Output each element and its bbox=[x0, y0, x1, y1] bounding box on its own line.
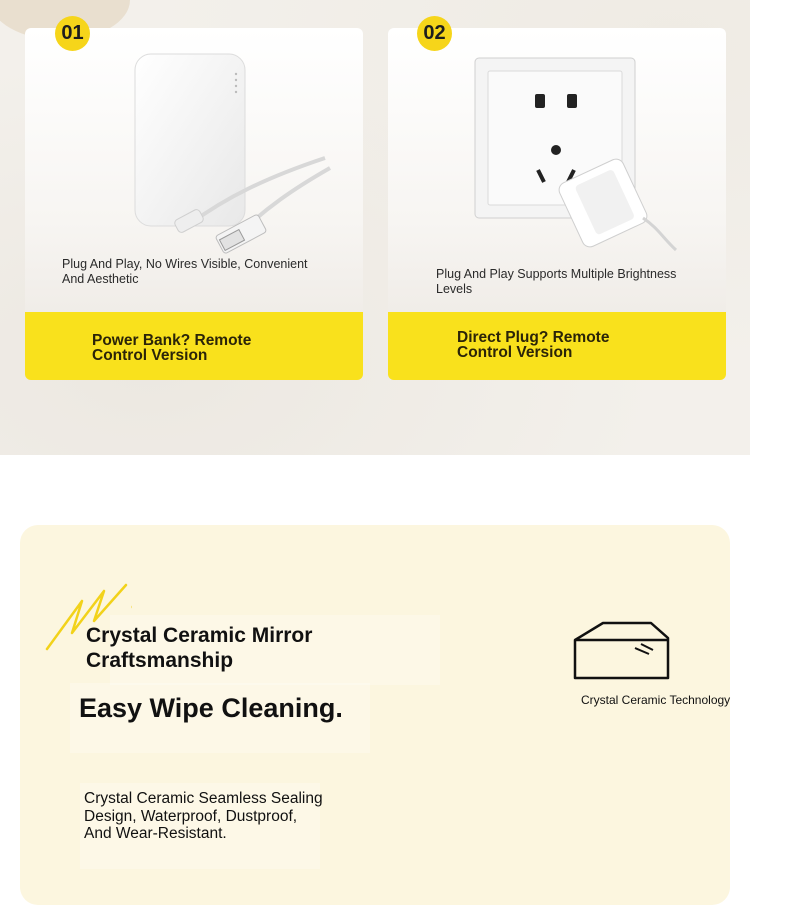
feature-subtitle: Easy Wipe Cleaning. bbox=[79, 693, 343, 723]
option-card-1[interactable] bbox=[25, 28, 363, 380]
option-footer bbox=[388, 312, 726, 380]
option-card-2[interactable] bbox=[388, 28, 726, 380]
power-bank-image bbox=[25, 28, 363, 268]
option-description: Plug And Play Supports Multiple Brightness Levels bbox=[436, 267, 677, 296]
option-footer bbox=[25, 312, 363, 380]
feature-title: Crystal Ceramic Mirror Craftsmanship bbox=[86, 624, 313, 672]
ceramic-panel-icon bbox=[573, 620, 671, 682]
option-description: Plug And Play, No Wires Visible, Convenient And Aesthetic bbox=[62, 257, 308, 286]
option-badge-1: 01 bbox=[55, 16, 90, 51]
feature-description: Crystal Ceramic Seamless Sealing Design, Waterproof, Dustproof, And Wear-Resistant. bbox=[84, 790, 323, 842]
option-title: Power Bank? Remote Control Version bbox=[92, 332, 252, 364]
wall-socket-image bbox=[388, 28, 726, 268]
feature-panel bbox=[20, 525, 730, 905]
tech-label: Crystal Ceramic Technology bbox=[581, 693, 731, 707]
options-section bbox=[0, 0, 750, 455]
option-title: Direct Plug? Remote Control Version bbox=[457, 329, 610, 361]
option-badge-2: 02 bbox=[417, 16, 452, 51]
